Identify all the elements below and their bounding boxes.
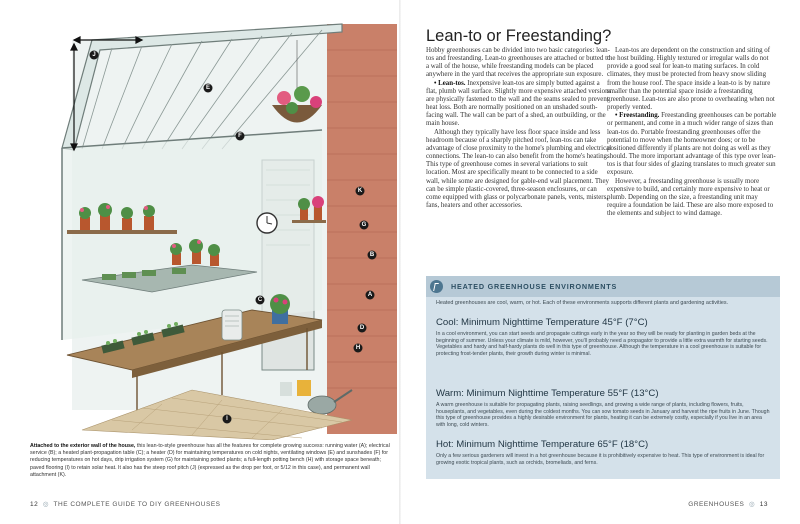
text-column-2	[607, 47, 779, 218]
caption-lead: Attached to the exterior wall of the house,	[30, 443, 136, 449]
text-column-1	[426, 47, 612, 210]
svg-text:K: K	[357, 188, 363, 194]
sidebar-intro: Heated greenhouses are cool, warm, or hot. Each of these environments supports different plants and gardening activities.	[436, 300, 729, 306]
footer-dot-icon: ◎	[40, 501, 52, 508]
svg-text:E: E	[205, 85, 211, 91]
svg-text:F: F	[238, 133, 242, 139]
left-page-footer	[30, 500, 221, 508]
heated-environments-sidebar	[426, 276, 780, 479]
paragraph: Although they typically have less floor space inside and less headroom because of a sharply pitched roof, lean-tos can take advantage of close proximity to the home's plumbing and electrical connections. The lean-to can also benefit from the home's heating. This type of greenhouse comes in several variations to suit location. Most are specifically meant to be connected to a side wall, while some are designed for gable-end wall placement. They can be simple plastic-covered, three-season enclosures, or can come equipped with glass or polycarbonate panels, vents, misters, fans, heaters and other accessories.	[426, 128, 612, 209]
checkmark-badge-icon	[430, 280, 443, 293]
svg-text:D: D	[359, 325, 365, 331]
lead-in: • Freestanding.	[615, 112, 660, 120]
env-warm-heading: Warm: Minimum Nighttime Temperature 55°F (13°C)	[436, 388, 659, 399]
svg-text:J: J	[92, 52, 96, 58]
caption-body: this lean-to-style greenhouse has all the features for complete growing success: running water (A); electrical service (B); a heated plant-propagation table (C); a heater (D) for maintaining temperatures on cold nights, ventilating windows (E) and sunshades (F) for reducing temperatures on hot days, drip irrigation system (G) for maintaining potted plants; a full-length potting bench (H) with storage space beneath; paved flooring (I) to retain solar heat. It also has the steep roof pitch (J) (expressed as the drop per foot, or 5/12 in this case), and permanent wall attachment (K).	[30, 443, 390, 478]
lean-to-greenhouse-illustration	[22, 10, 397, 440]
paragraph: However, a freestanding greenhouse is usually more expensive to build, and certainly more expensive to heat or plumb. Depending on the size, a freestanding unit may require a foundation be laid. These are also more exposed to the elements and subject to wind damage.	[607, 177, 774, 218]
sidebar-header	[426, 276, 780, 297]
left-footer-title: THE COMPLETE GUIDE TO DIY GREENHOUSES	[53, 501, 221, 508]
paragraph: Lean-tos are dependent on the construction and siting of the host building. Highly textured or irregular walls do not provide a good seal for lean-to mating surfaces. In cold climates, they must be protected from heavy snow sliding from the house roof. The space inside a lean-to is by nature smaller than the potential space inside a freestanding greenhouse. Lean-tos are also prone to overheating when not properly vented.	[607, 47, 775, 112]
right-page-footer	[688, 500, 768, 508]
sidebar-title: HEATED GREENHOUSE ENVIRONMENTS	[451, 282, 618, 291]
svg-text:B: B	[369, 252, 375, 258]
page-title: Lean-to or Freestanding?	[426, 27, 612, 45]
page-gutter	[399, 0, 401, 524]
lead-in: • Lean-tos.	[434, 79, 466, 87]
env-cool-body: In a cool environment, you can start seeds and propagate cuttings early in the year so they will be ready for planting in garden beds at the beginning of summer. Unless your climate is mild, however, you'll probably need a propagator to provide a little extra warmth for starting seeds. Vegetables and hardy and half-hardy plants do well in this type of greenhouse. Although the temperature in a cool greenhouse is suitable for protecting frost-tender plants, their growth during winter is minimal.	[436, 331, 768, 357]
left-page-number: 12	[30, 501, 39, 508]
right-footer-title: GREENHOUSES	[688, 501, 745, 508]
footer-dot-icon: ◎	[746, 501, 758, 508]
paragraph-lean-tos	[426, 80, 612, 129]
paragraph-text: Inexpensive lean-tos are simply butted against a flat, plumb wall surface. Slightly more expensive attached versions are physically fastened to the wall and the seams sealed to prevent heat loss. Both are normally positioned on an unshaded south-facing wall. The wall can be part of a shed, an outbuilding, or the main house.	[426, 79, 612, 128]
svg-text:H: H	[355, 345, 361, 351]
svg-text:A: A	[367, 292, 373, 298]
illustration-caption	[30, 443, 392, 479]
paragraph-text: Freestanding greenhouses can be portable or permanent, and come in a much wider range of sizes than lean-tos do. Portable freestanding greenhouses offer the potential to move when the homeowner does; or to be positioned differently if plants are not doing as well as they should. The more important advantage of this type over lean-tos is that four sides of glazing translates to much greater sun exposure.	[607, 112, 777, 177]
env-warm-section	[436, 388, 772, 428]
env-hot-section	[436, 439, 772, 466]
env-cool-section	[436, 317, 772, 357]
env-warm-body: A warm greenhouse is suitable for propagating plants, raising seedlings, and growing a wide range of plants, including flowers, fruits, houseplants, and vegetables, even during the coldest months. You can sow tomato seeds in January and harvest the ripe fruits in June. Though this type of greenhouse provides a highly desirable environment for plants, heating it can be extremely costly, especially if you live in an area with long, cold winters.	[436, 402, 770, 428]
svg-text:I: I	[226, 416, 228, 422]
env-hot-heading: Hot: Minimum Nighttime Temperature 65°F (18°C)	[436, 439, 649, 450]
paragraph-freestanding	[607, 112, 779, 177]
right-page-number: 13	[759, 501, 768, 508]
env-hot-body: Only a few serious gardeners will invest in a hot greenhouse because it is prohibitively expensive to heat. This type of environment is ideal for growing exotic tropical plants, such as orchids, bromeliads, and ferns.	[436, 453, 765, 466]
svg-text:C: C	[257, 297, 263, 303]
paragraph: Hobby greenhouses can be divided into two basic categories: lean-tos and freestanding. Lean-to greenhouses are attached or butted to a wall of the house, while freestanding models can be placed anywhere in the yard that receives the appropriate sun exposure.	[426, 47, 611, 79]
env-cool-heading: Cool: Minimum Nighttime Temperature 45°F (7°C)	[436, 317, 648, 328]
svg-text:G: G	[361, 222, 367, 228]
